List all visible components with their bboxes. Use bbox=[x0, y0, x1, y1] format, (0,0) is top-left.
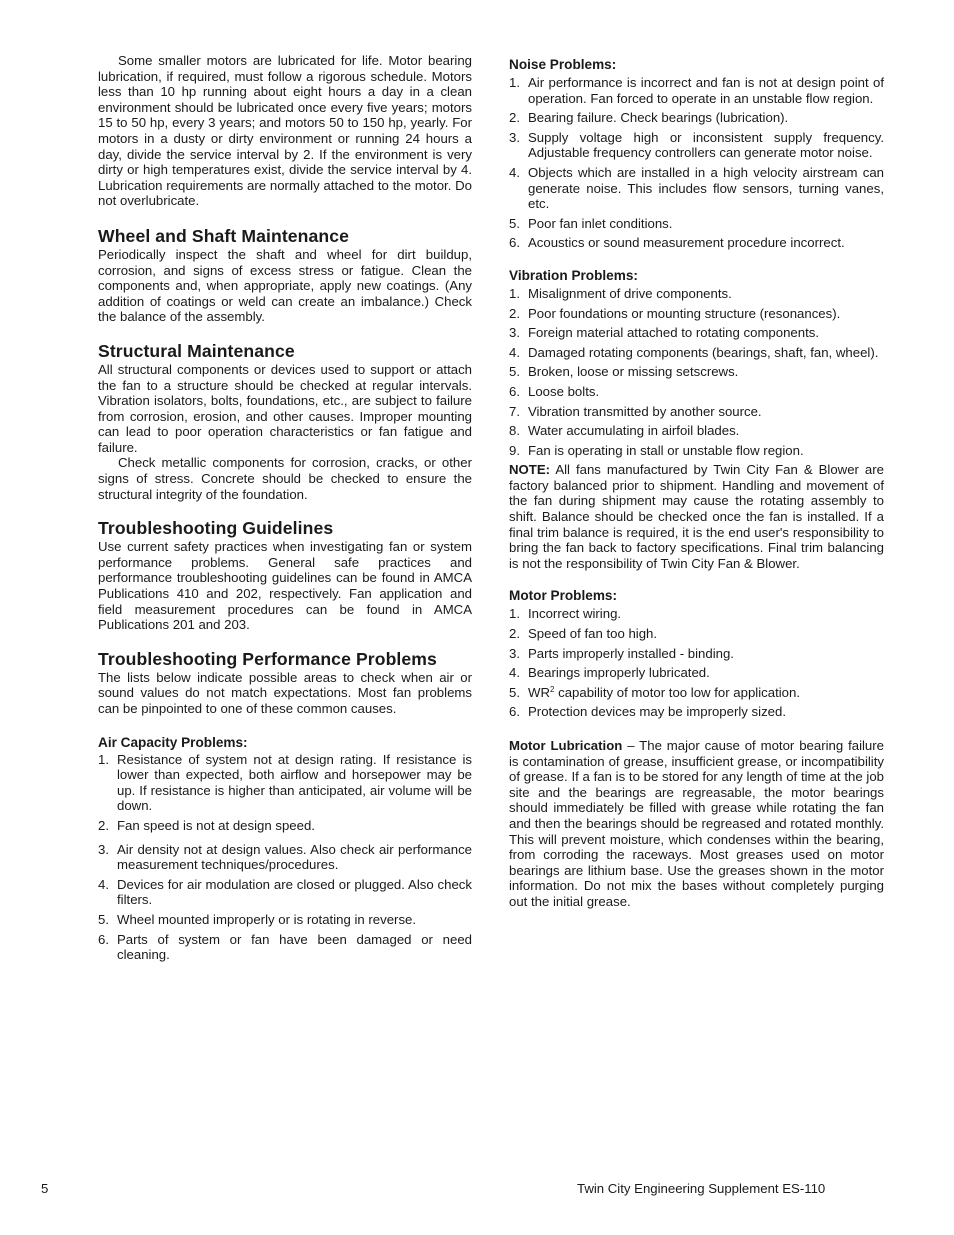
motor-problems-heading: Motor Problems: bbox=[509, 588, 617, 604]
motor-lubrication-paragraph bbox=[509, 738, 884, 910]
air-capacity-heading: Air Capacity Problems: bbox=[98, 734, 248, 750]
publication-title: Twin City Engineering Supplement ES-110 bbox=[577, 1181, 826, 1196]
motor-lubrication-label: Motor Lubrication bbox=[509, 738, 623, 753]
right-column bbox=[509, 56, 884, 910]
troubleshooting-guidelines-text: Use current safety practices when investigating fan or system performance problems. General safe practices and performance troubleshooting guidelines can be found in AMCA Publications 410 and 202, respectively. Fan application and field measurement procedures can be found in AMCA Publications 201 and 203. bbox=[98, 539, 472, 633]
list-item: 5. $WR^2$ capability of motor too low for application. bbox=[509, 684, 801, 700]
list-item: 2. Poor foundations or mounting structure (resonances). bbox=[509, 305, 841, 321]
list-item: 9. Fan is operating in stall or unstable flow region. bbox=[509, 442, 804, 458]
structural-text-2: Check metallic components for corrosion, cracks, or other signs of stress. Concrete should be checked to ensure the structural integrity of the foundation. bbox=[98, 455, 472, 502]
page-number: 5 bbox=[41, 1181, 49, 1196]
list-item: 3. Foreign material attached to rotating components. bbox=[509, 325, 820, 341]
balance-note bbox=[509, 462, 884, 571]
list-item: 1. Resistance of system not at design rating. If resistance is lower than expected, both airflow and horsepower may be up. If resistance is higher than anticipated, air volume will be down. bbox=[98, 751, 472, 814]
list-item: 5. Wheel mounted improperly or is rotating in reverse. bbox=[98, 911, 417, 927]
note-text: All fans manufactured by Twin City Fan & Blower are factory balanced prior to shipment. Handling and movement of the fan during shipment may cause the rotating assembly to shift. Balance should be checked once the fan is installed. If a final trim balance is required, it is the end user's responsibility to bring the fan back to factory specifications. Final trim balancing is not the responsibility of Twin City Fan & Blower. bbox=[509, 462, 884, 571]
troubleshooting-guidelines-heading: Troubleshooting Guidelines bbox=[98, 518, 334, 539]
structural-text-1: All structural components or devices used to support or attach the fan to a structure should be checked at regular intervals. Vibration isolators, bolts, foundations, etc., are subject to failure from corrosion, erosion, and other causes. Improper mounting can lead to poor operation characteristics or fan fatigue and failure. bbox=[98, 361, 472, 455]
list-item: 4. Damaged rotating components (bearings, shaft, fan, wheel). bbox=[509, 344, 879, 360]
list-item: 6. Acoustics or sound measurement procedure incorrect. bbox=[509, 235, 845, 251]
note-label: NOTE: bbox=[509, 462, 551, 478]
motor-problems-list bbox=[509, 606, 884, 720]
list-item: 7. Vibration transmitted by another source. bbox=[509, 403, 762, 419]
list-item: 1. Misalignment of drive components. bbox=[509, 285, 732, 301]
list-item: 4. Bearings improperly lubricated. bbox=[509, 665, 710, 681]
list-item: 6. Parts of system or fan have been damaged or need cleaning. bbox=[98, 931, 472, 963]
performance-problems-heading: Troubleshooting Performance Problems bbox=[98, 648, 437, 669]
list-item: 4. Objects which are installed in a high velocity airstream can generate noise. This includes flow sensors, turning vanes, etc. bbox=[509, 164, 884, 212]
list-item: 2. Bearing failure. Check bearings (lubrication). bbox=[509, 110, 789, 126]
list-item: 5. Broken, loose or missing setscrews. bbox=[509, 364, 739, 380]
list-item: 1. Air performance is incorrect and fan is not at design point of operation. Fan forced to operate in an unstable flow region. bbox=[509, 75, 884, 106]
wheel-shaft-text: Periodically inspect the shaft and wheel for dirt buildup, corrosion, and signs of excess stress or fatigue. Clean the components and, when appropriate, apply new coatings. (Any addition of coatings or weld can create an imbalance.) Check the balance of the assembly. bbox=[98, 246, 472, 325]
list-item: 8. Water accumulating in airfoil blades. bbox=[509, 423, 740, 439]
list-item: 3. Supply voltage high or inconsistent supply frequency. Adjustable frequency controllers can generate motor noise. bbox=[509, 129, 884, 161]
wheel-shaft-heading: Wheel and Shaft Maintenance bbox=[98, 225, 350, 246]
structural-heading: Structural Maintenance bbox=[98, 340, 295, 361]
list-item: 2. Speed of fan too high. bbox=[509, 626, 658, 642]
list-item: 2. Fan speed is not at design speed. bbox=[98, 817, 315, 833]
list-item: 3. Air density not at design values. Also check air performance measurement techniques/procedures. bbox=[98, 841, 472, 873]
air-capacity-list bbox=[98, 752, 472, 963]
list-item: 3. Parts improperly installed - binding. bbox=[509, 645, 734, 661]
list-item: 5. Poor fan inlet conditions. bbox=[509, 215, 673, 231]
list-item: 6. Loose bolts. bbox=[509, 383, 600, 399]
performance-problems-text: The lists below indicate possible areas to check when air or sound values do not match expectations. Most fan problems can be pinpointed to one of these common causes. bbox=[98, 669, 472, 716]
list-item: 6. Protection devices may be improperly sized. bbox=[509, 704, 786, 720]
motor-lubrication-text: – The major cause of motor bearing failure is contamination of grease, insufficient grease, or incompatibility of grease. If a fan is to be stored for any length of time at the job site and the bearings are regreasable, the motor bearings should immediately be filled with grease while rotating the fan and then the bearings should be regreased and rotated monthly. This will prevent moisture, which condenses within the bearing, from corroding the raceways. Most greases used on motor bearings are lithium base. Use the greases shown in the motor information. Do not mix the bases without completely purging out the initial grease. bbox=[509, 738, 884, 909]
noise-problems-heading: Noise Problems: bbox=[509, 57, 617, 72]
vibration-problems-heading: Vibration Problems: bbox=[509, 267, 638, 283]
motor-lubrication-intro: Some smaller motors are lubricated for life. Motor bearing lubrication, if required, must follow a rigorous schedule. Motors less than 10 hp running about eight hours a day in a clean environment should be lubricated once every five years; motors 15 to 50 hp, every 3 years; and motors 50 to 150 hp, yearly. For motors in a dusty or dirty environment or running 24 hours a day, divide the service interval by 2. If the environment is very dirty or high temperatures exist, divide the service interval by 4. Lubrication requirements are normally attached to the motor. Do not overlubricate. bbox=[98, 53, 472, 209]
list-item: 4. Devices for air modulation are closed or plugged. Also check filters. bbox=[98, 876, 472, 908]
left-column bbox=[98, 53, 472, 963]
list-item: 1. Incorrect wiring. bbox=[509, 606, 622, 622]
vibration-problems-list bbox=[509, 286, 884, 458]
noise-problems-list bbox=[509, 75, 884, 251]
